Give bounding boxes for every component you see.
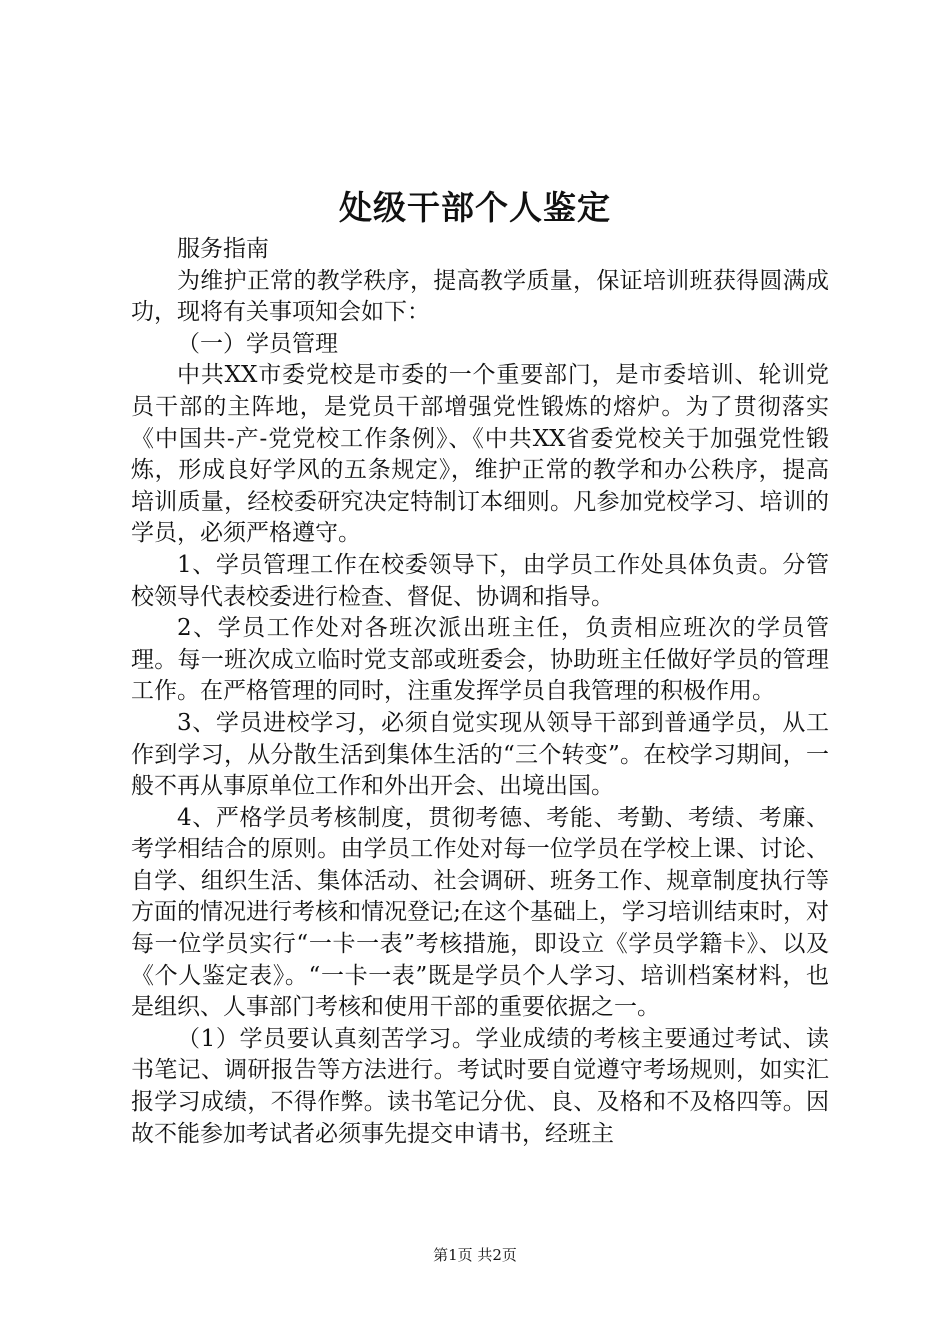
paragraph-subitem-1: （1）学员要认真刻苦学习。学业成绩的考核主要通过考试、读书笔记、调研报告等方法进行。考试时要自觉遵守考场规则，如实汇报学习成绩，不得作弊。读书笔记分优、良、及格和不及格四等。因故不能参加考试者必须事先提交申请书，经班主 — [131, 1025, 829, 1147]
paragraph-item-4: 4、严格学员考核制度，贯彻考德、考能、考勤、考绩、考廉、考学相结合的原则。由学员工作处对每一位学员在学校上课、讨论、自学、组织生活、集体活动、社会调研、班务工作、规章制度执行等方面的情况进行考核和情况登记;在这个基础上，学习培训结束时，对每一位学员实行“一卡一表”考核措施，即设立《学员学籍卡》、以及《个人鉴定表》。“一卡一表”既是学员个人学习、培训档案材料，也是组织、人事部门考核和使用干部的重要依据之一。 — [131, 804, 829, 1021]
paragraph-item-2: 2、学员工作处对各班次派出班主任，负责相应班次的学员管理。每一班次成立临时党支部或班委会，协助班主任做好学员的管理工作。在严格管理的同时，注重发挥学员自我管理的积极作用。 — [131, 615, 829, 705]
paragraph-item-3: 3、学员进校学习，必须自觉实现从领导干部到普通学员，从工作到学习，从分散生活到集体生活的“三个转变”。在校学习期间，一般不再从事原单位工作和外出开会、出境出国。 — [131, 709, 829, 800]
paragraph-service-guide: 服务指南 — [177, 236, 269, 262]
document-body — [131, 234, 829, 1150]
page-footer: 第1页 共2页 — [433, 1246, 517, 1264]
paragraph-item-1: 1、学员管理工作在校委领导下，由学员工作处具体负责。分管校领导代表校委进行检查、督促、协调和指导。 — [131, 551, 829, 610]
section-heading-student-management: （一）学员管理 — [177, 330, 338, 357]
document-title: 处级干部个人鉴定 — [339, 188, 611, 227]
paragraph-intro: 为维护正常的教学秩序，提高教学质量，保证培训班获得圆满成功，现将有关事项知会如下： — [131, 267, 829, 326]
paragraph-party-school: 中共XX市委党校是市委的一个重要部门，是市委培训、轮训党员干部的主阵地，是党员干部增强党性锻炼的熔炉。为了贯彻落实《中国共-产-党党校工作条例》、《中共XX省委党校关于加强党性锻炼，形成良好学风的五条规定》，维护正常的教学和办公秩序，提高培训质量，经校委研究决定特制订本细则。凡参加党校学习、培训的学员，必须严格遵守。 — [131, 362, 829, 547]
